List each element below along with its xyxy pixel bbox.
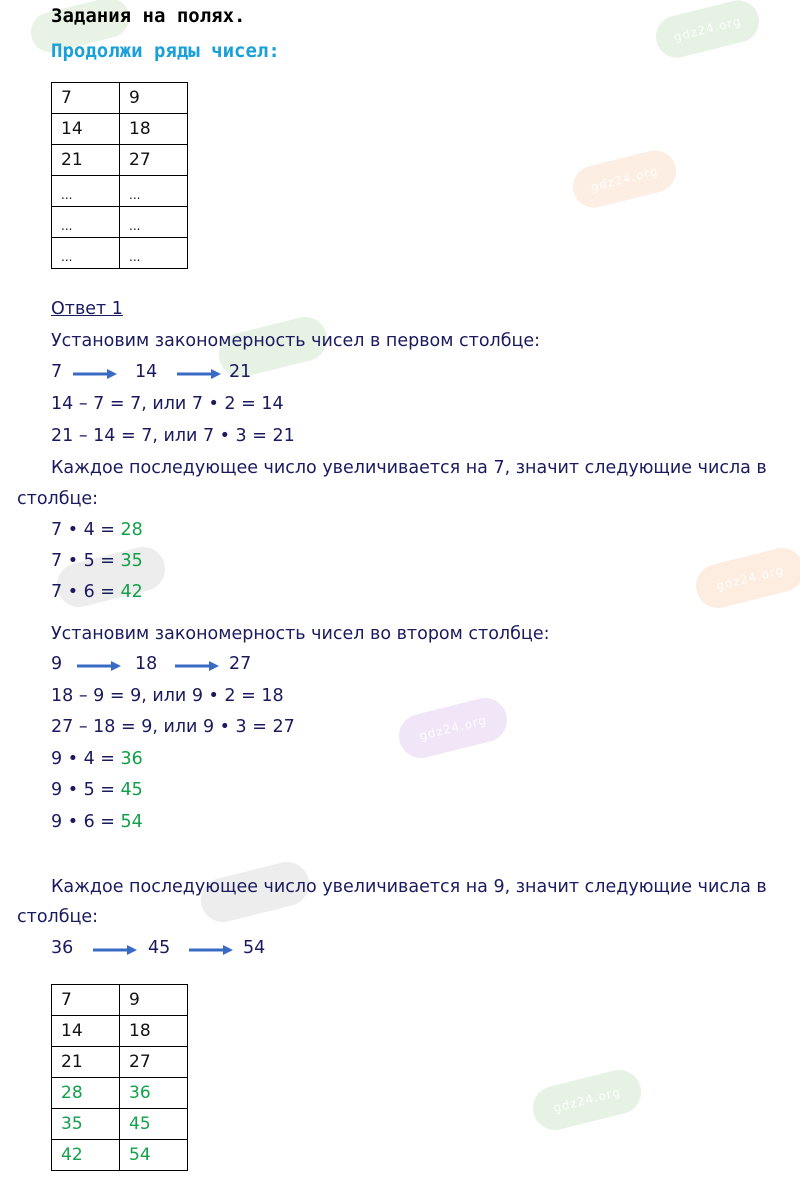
table-row	[52, 145, 188, 176]
result-value: 28	[120, 520, 143, 540]
watermark-text: gdz24.org	[714, 562, 786, 594]
watermark-logo	[394, 693, 511, 762]
table-cell: 18	[120, 1016, 188, 1047]
sequence-number: 36	[51, 938, 74, 958]
table-cell: 42	[52, 1140, 120, 1171]
answer-label: Ответ 1	[51, 299, 123, 319]
sequence-number: 54	[243, 938, 266, 958]
table-row	[52, 1016, 188, 1047]
table-cell: 14	[52, 1016, 120, 1047]
table-cell: 7	[52, 985, 120, 1016]
number-table-completed	[51, 984, 188, 1171]
table-cell: 35	[52, 1109, 120, 1140]
table-row	[52, 207, 188, 238]
result-value: 45	[120, 780, 143, 800]
result-value: 36	[120, 749, 143, 769]
result-value: 42	[120, 582, 143, 602]
right-arrow-icon	[93, 944, 137, 956]
table-cell: ...	[52, 238, 120, 269]
sequence-number: 18	[135, 654, 158, 674]
table-cell: 9	[120, 83, 188, 114]
col2-conclusion-line-2: столбце:	[17, 907, 99, 927]
sequence-number: 9	[51, 654, 63, 674]
col1-result	[51, 520, 143, 540]
watermark-logo	[651, 0, 763, 62]
col2-conclusion-line-1: Каждое последующее число увеличивается на 9, значит следующие числа в	[51, 877, 767, 897]
col2-calc-1: 18 – 9 = 9, или 9 • 2 = 18	[51, 686, 284, 706]
table-row	[52, 1109, 188, 1140]
watermark-text: gdz24.org	[672, 13, 743, 45]
result-expression: 9 • 5 =	[51, 780, 121, 800]
col1-intro: Установим закономерность чисел в первом столбце:	[51, 331, 541, 351]
col2-intro: Установим закономерность чисел во втором столбце:	[51, 624, 550, 644]
right-arrow-icon	[189, 944, 233, 956]
col1-calc-2: 21 – 14 = 7, или 7 • 3 = 21	[51, 426, 295, 446]
table-cell: 21	[52, 1047, 120, 1078]
watermark-logo	[528, 1065, 645, 1134]
number-table-initial	[51, 82, 188, 269]
watermark-text: gdz24.org	[417, 712, 489, 744]
table-cell: ...	[52, 176, 120, 207]
table-cell: 7	[52, 83, 120, 114]
table-cell: 14	[52, 114, 120, 145]
col1-conclusion-line-2: столбце:	[17, 489, 99, 509]
result-value: 54	[120, 812, 143, 832]
col2-result	[51, 780, 143, 800]
right-arrow-icon	[177, 368, 221, 380]
col1-conclusion-line-1: Каждое последующее число увеличивается на 7, значит следующие числа в	[51, 458, 767, 478]
right-arrow-icon	[73, 368, 117, 380]
result-expression: 7 • 6 =	[51, 582, 121, 602]
result-expression: 7 • 4 =	[51, 520, 121, 540]
table-cell: 28	[52, 1078, 120, 1109]
table-cell: 54	[120, 1140, 188, 1171]
table-cell: ...	[120, 207, 188, 238]
table-cell: 9	[120, 985, 188, 1016]
col1-result	[51, 551, 143, 571]
col1-calc-1: 14 – 7 = 7, или 7 • 2 = 14	[51, 394, 284, 414]
table-cell: ...	[120, 238, 188, 269]
table-row	[52, 1047, 188, 1078]
sequence-number: 45	[148, 938, 171, 958]
page-title: Задания на полях.	[51, 5, 246, 27]
watermark-logo	[568, 146, 680, 212]
right-arrow-icon	[77, 660, 121, 672]
table-cell: 45	[120, 1109, 188, 1140]
table-cell: 21	[52, 145, 120, 176]
watermark-text: gdz24.org	[551, 1084, 623, 1116]
table-row	[52, 114, 188, 145]
result-value: 35	[120, 551, 143, 571]
table-cell: 18	[120, 114, 188, 145]
watermark-text: gdz24.org	[589, 163, 660, 195]
table-row	[52, 1078, 188, 1109]
table-cell: 27	[120, 1047, 188, 1078]
table-row	[52, 1140, 188, 1171]
table-cell: ...	[120, 176, 188, 207]
right-arrow-icon	[175, 660, 219, 672]
table-cell: 27	[120, 145, 188, 176]
sequence-number: 14	[135, 362, 158, 382]
result-expression: 9 • 4 =	[51, 749, 121, 769]
table-row	[52, 985, 188, 1016]
sequence-number: 27	[229, 654, 252, 674]
sequence-number: 21	[229, 362, 252, 382]
table-row	[52, 238, 188, 269]
col2-result	[51, 749, 143, 769]
result-expression: 9 • 6 =	[51, 812, 121, 832]
result-expression: 7 • 5 =	[51, 551, 121, 571]
table-row	[52, 83, 188, 114]
col2-result	[51, 812, 143, 832]
watermark-logo	[691, 543, 800, 612]
table-row	[52, 176, 188, 207]
col1-result	[51, 582, 143, 602]
table-cell: ...	[52, 207, 120, 238]
task-subtitle: Продолжи ряды чисел:	[51, 40, 280, 62]
table-cell: 36	[120, 1078, 188, 1109]
sequence-number: 7	[51, 362, 63, 382]
col2-calc-2: 27 – 18 = 9, или 9 • 3 = 27	[51, 717, 295, 737]
